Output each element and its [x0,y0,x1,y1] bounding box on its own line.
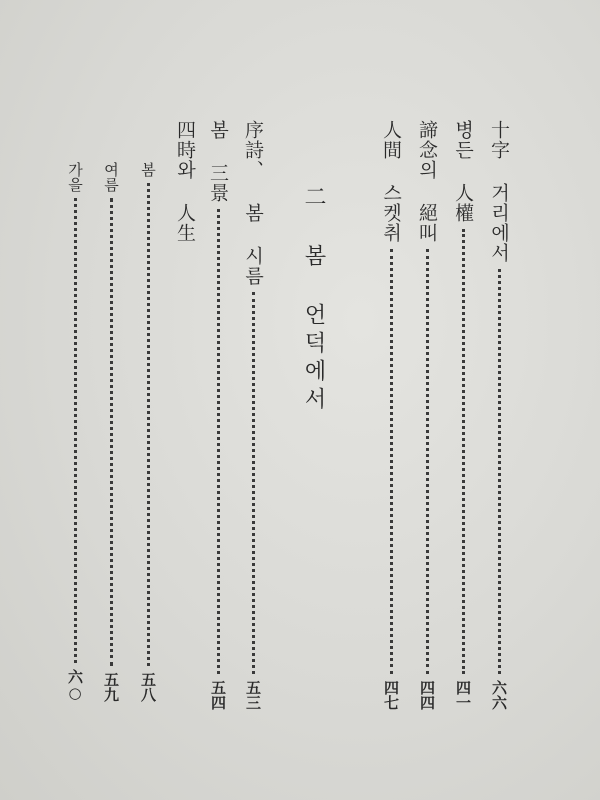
leader-dots [74,198,77,663]
toc-entry-title: 諦念의 絕叫 [416,120,438,243]
toc-entry [448,120,478,710]
toc-entry-page: 五九 [102,672,120,702]
toc-entry [238,120,268,710]
toc-group-heading [170,120,200,300]
section-heading [298,185,328,415]
toc-entry-page: 四七 [382,680,400,710]
toc-entry-page: 五三 [244,680,262,710]
toc-entry-title: 序詩、 봄 시름 [242,120,264,286]
leader-dots [462,229,465,674]
toc-entry-title: 人間 스켓취 [380,120,402,243]
toc-entry-title: 여름 [102,162,120,192]
toc-entry-page: 六六 [490,680,508,710]
toc-entry-title: 봄 [139,162,157,177]
leader-dots [147,183,150,666]
toc-entry-page: 四一 [454,680,472,710]
toc-subentry [133,162,163,702]
section-title: 二 봄 언덕에서 [301,185,326,415]
leader-dots [390,249,393,674]
leader-dots [217,209,220,674]
toc-entry-page: 四四 [418,680,436,710]
toc-entry [412,120,442,710]
toc-entry-title: 병든 人權 [452,120,474,223]
toc-subentry [60,162,90,702]
leader-dots [252,292,255,674]
leader-dots [426,249,429,674]
leader-dots [498,269,501,674]
toc-entry-page: 五四 [209,680,227,710]
toc-subentry [96,162,126,702]
leader-dots [110,198,113,666]
toc-entry-title: 十字 거리에서 [488,120,510,263]
toc-entry-title: 봄 三景 [207,120,229,203]
toc-entry-page: 五八 [139,672,157,702]
toc-entry [484,120,514,710]
toc-entry [376,120,406,710]
toc-entry-title: 가을 [66,162,84,192]
toc-entry [203,120,233,710]
toc-group-title: 四時와 人生 [174,120,196,243]
toc-entry-page: 六○ [66,669,84,702]
